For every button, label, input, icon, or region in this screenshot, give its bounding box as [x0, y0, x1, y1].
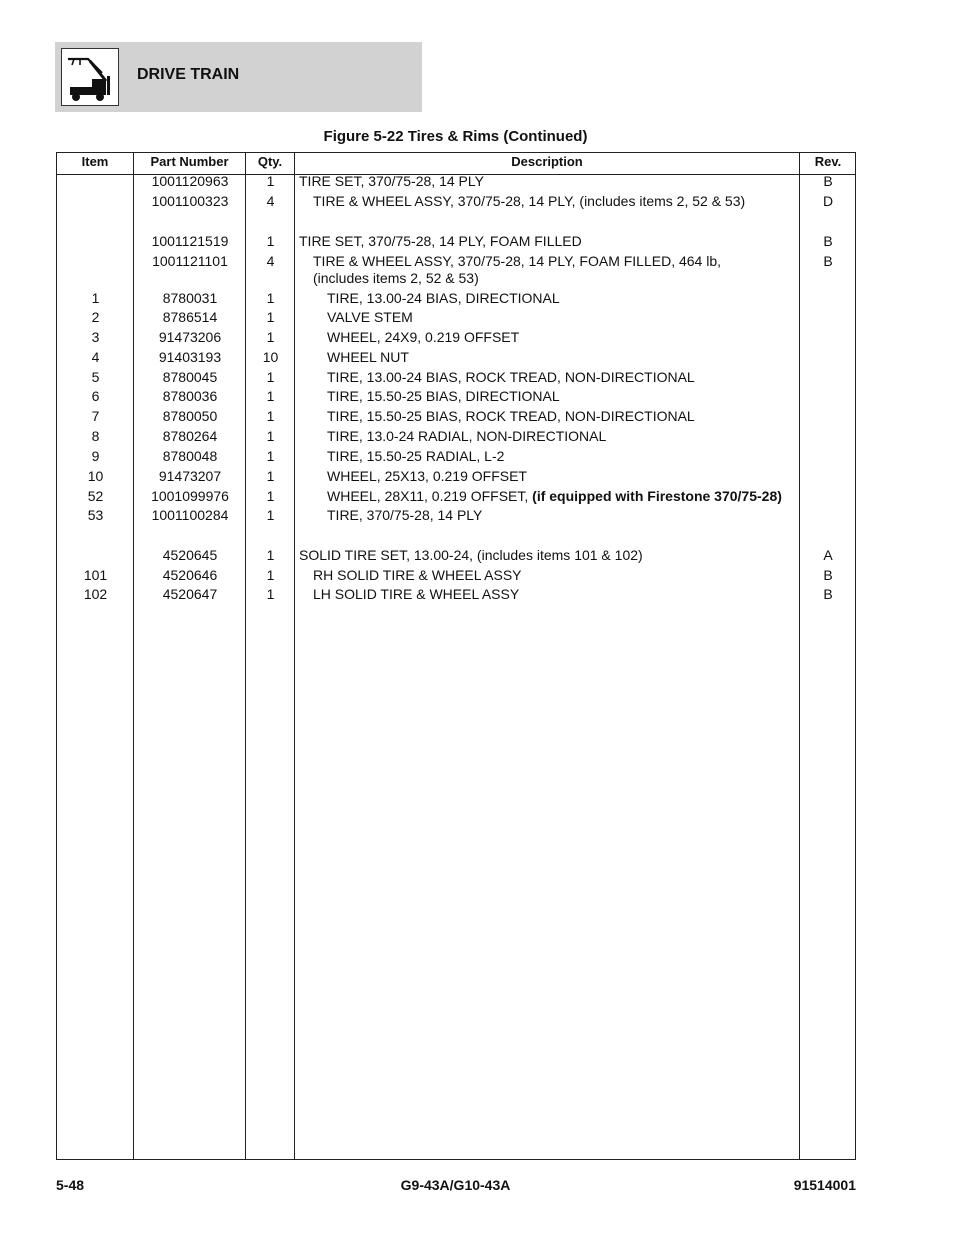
description-text: TIRE & WHEEL ASSY, 370/75-28, 14 PLY, (includes items 2, 52 & 53) [313, 193, 746, 209]
item-number: 3 [91, 329, 100, 345]
description-text: TIRE, 13.00-24 BIAS, DIRECTIONAL [327, 290, 560, 306]
item-number: 6 [91, 388, 100, 404]
description [299, 233, 799, 250]
part-number: 91473207 [158, 468, 222, 484]
description-text: WHEEL, 24X9, 0.219 OFFSET [327, 329, 520, 345]
description-text: TIRE, 15.50-25 BIAS, DIRECTIONAL [327, 388, 560, 404]
description-continued: (includes items 2, 52 & 53) [313, 270, 479, 286]
item-number: 101 [83, 567, 108, 583]
quantity: 1 [266, 408, 275, 424]
part-number: 8780036 [162, 388, 218, 404]
revision: A [823, 547, 833, 563]
part-number: 1001121519 [151, 233, 229, 249]
description-text: TIRE, 15.50-25 BIAS, ROCK TREAD, NON-DIRECTIONAL [327, 408, 695, 424]
description-text: TIRE SET, 370/75-28, 14 PLY, FOAM FILLED [299, 233, 582, 249]
quantity: 1 [266, 507, 275, 523]
item-number: 5 [91, 369, 100, 385]
description-text: WHEEL, 28X11, 0.219 OFFSET, [327, 488, 533, 504]
part-number: 4520645 [162, 547, 218, 563]
quantity: 1 [266, 388, 275, 404]
description [299, 428, 827, 445]
revision: B [823, 567, 833, 583]
item-number: 52 [87, 488, 104, 504]
section-header [55, 42, 422, 112]
parts-table [56, 152, 856, 1160]
description-text: WHEEL NUT [327, 349, 409, 365]
quantity: 4 [266, 193, 275, 209]
quantity: 1 [266, 233, 275, 249]
description-text: LH SOLID TIRE & WHEEL ASSY [313, 586, 520, 602]
part-number: 8780050 [162, 408, 218, 424]
quantity: 4 [266, 253, 275, 269]
part-number: 4520647 [162, 586, 218, 602]
quantity: 1 [266, 547, 275, 563]
part-number: 8780048 [162, 448, 218, 464]
description-text: TIRE SET, 370/75-28, 14 PLY [299, 173, 484, 189]
description [299, 329, 827, 346]
column-header-item: Item [81, 154, 109, 169]
description-text: TIRE, 13.0-24 RADIAL, NON-DIRECTIONAL [327, 428, 607, 444]
page-number: 5-48 [56, 1177, 85, 1193]
figure-caption: Figure 5-22 Tires & Rims (Continued) [323, 128, 588, 145]
part-number: 4520646 [162, 567, 218, 583]
description-text: VALVE STEM [327, 309, 413, 325]
description-text: TIRE, 370/75-28, 14 PLY [327, 507, 483, 523]
part-number: 8780031 [162, 290, 218, 306]
item-number: 102 [83, 586, 108, 602]
description [299, 507, 827, 524]
description [299, 567, 813, 584]
quantity: 1 [266, 448, 275, 464]
quantity: 1 [266, 488, 275, 504]
revision: B [823, 253, 833, 269]
item-number: 2 [91, 309, 100, 325]
description [299, 290, 827, 307]
item-number: 9 [91, 448, 100, 464]
column-header-description: Description [511, 154, 583, 169]
quantity: 1 [266, 586, 275, 602]
item-number: 8 [91, 428, 100, 444]
item-number: 1 [91, 290, 100, 306]
part-number: 8786514 [162, 309, 218, 325]
column-header-rev: Rev. [814, 154, 842, 169]
description-note: (if equipped with Firestone 370/75-28) [532, 488, 782, 504]
quantity: 1 [266, 309, 275, 325]
boom-lift-icon [61, 48, 119, 106]
quantity: 1 [266, 468, 275, 484]
part-number: 1001099976 [151, 488, 229, 504]
description-text: TIRE & WHEEL ASSY, 370/75-28, 14 PLY, FOAM FILLED, 464 lb, [313, 253, 722, 269]
part-number: 1001100284 [151, 507, 229, 523]
description [299, 547, 799, 564]
document-number: 91514001 [793, 1177, 856, 1193]
section-title: DRIVE TRAIN [137, 66, 240, 83]
description [299, 309, 827, 326]
part-number: 1001120963 [151, 173, 229, 189]
description [299, 388, 827, 405]
description-text: TIRE, 13.00-24 BIAS, ROCK TREAD, NON-DIRECTIONAL [327, 369, 695, 385]
item-number: 53 [87, 507, 104, 523]
item-number: 4 [91, 349, 100, 365]
part-number: 8780264 [162, 428, 218, 444]
part-number: 8780045 [162, 369, 218, 385]
description [299, 468, 827, 485]
quantity: 1 [266, 290, 275, 306]
quantity: 1 [266, 173, 275, 189]
revision: B [823, 173, 833, 189]
column-header-part-number: Part Number [150, 154, 229, 169]
description [299, 586, 813, 603]
description [299, 253, 813, 287]
description-text: TIRE, 15.50-25 RADIAL, L-2 [327, 448, 505, 464]
quantity: 1 [266, 329, 275, 345]
description [299, 448, 827, 465]
description [299, 369, 827, 386]
item-number: 7 [91, 408, 100, 424]
description [299, 193, 813, 210]
part-number: 1001121101 [152, 253, 228, 269]
description [299, 408, 827, 425]
part-number: 91473206 [158, 329, 222, 345]
description-text: RH SOLID TIRE & WHEEL ASSY [313, 567, 522, 583]
quantity: 1 [266, 369, 275, 385]
quantity: 1 [266, 567, 275, 583]
description-text: SOLID TIRE SET, 13.00-24, (includes items 101 & 102) [299, 547, 643, 563]
model-number: G9-43A/G10-43A [400, 1177, 511, 1193]
description [299, 488, 827, 505]
quantity: 1 [266, 428, 275, 444]
description [299, 173, 799, 190]
revision: D [822, 193, 834, 209]
revision: B [823, 586, 833, 602]
column-header-qty: Qty. [257, 154, 283, 169]
description-text: WHEEL, 25X13, 0.219 OFFSET [327, 468, 527, 484]
item-number: 10 [87, 468, 104, 484]
revision: B [823, 233, 833, 249]
description [299, 349, 827, 366]
part-number: 91403193 [158, 349, 222, 365]
quantity: 10 [262, 349, 279, 365]
part-number: 1001100323 [151, 193, 229, 209]
